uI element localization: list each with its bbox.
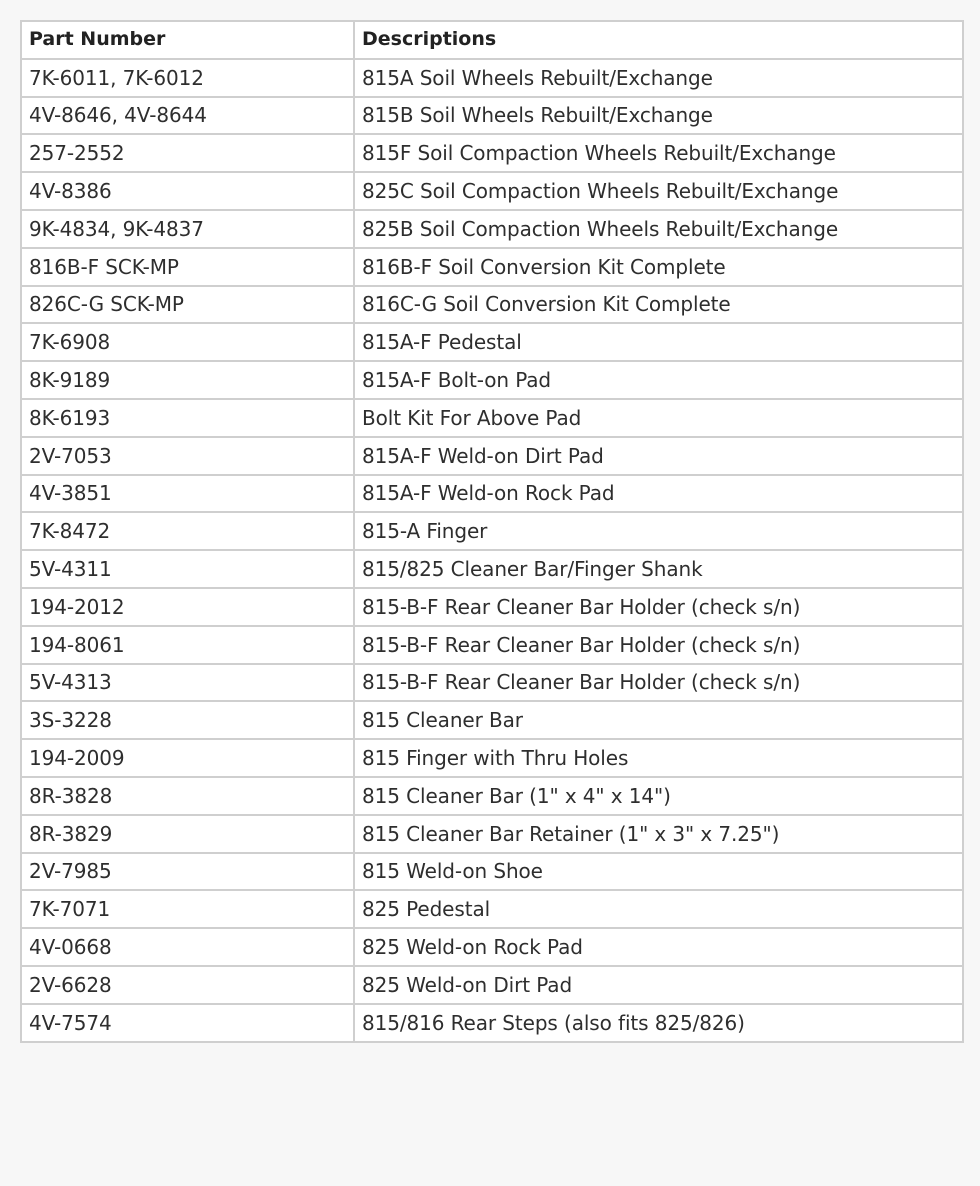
description-cell: 825C Soil Compaction Wheels Rebuilt/Exchange — [354, 172, 963, 210]
table-row — [21, 853, 963, 891]
part-number-cell: 8R-3828 — [21, 777, 354, 815]
table-body — [21, 59, 963, 1042]
part-number-cell: 8R-3829 — [21, 815, 354, 853]
table-row — [21, 59, 963, 97]
part-number-cell: 5V-4313 — [21, 664, 354, 702]
description-cell: 825 Weld-on Rock Pad — [354, 928, 963, 966]
table-header-row — [21, 21, 963, 59]
description-cell: 815-B-F Rear Cleaner Bar Holder (check s/n) — [354, 588, 963, 626]
part-number-cell: 4V-8646, 4V-8644 — [21, 97, 354, 135]
table-row — [21, 437, 963, 475]
description-cell: 816B-F Soil Conversion Kit Complete — [354, 248, 963, 286]
part-number-cell: 826C-G SCK-MP — [21, 286, 354, 324]
description-cell: 815/825 Cleaner Bar/Finger Shank — [354, 550, 963, 588]
part-number-cell: 7K-6011, 7K-6012 — [21, 59, 354, 97]
part-number-cell: 9K-4834, 9K-4837 — [21, 210, 354, 248]
table-row — [21, 210, 963, 248]
description-cell: 815 Cleaner Bar (1" x 4" x 14") — [354, 777, 963, 815]
description-cell: 815 Cleaner Bar Retainer (1" x 3" x 7.25") — [354, 815, 963, 853]
description-cell: 815 Finger with Thru Holes — [354, 739, 963, 777]
part-number-cell: 816B-F SCK-MP — [21, 248, 354, 286]
description-cell: 815A-F Pedestal — [354, 323, 963, 361]
part-number-cell: 194-2009 — [21, 739, 354, 777]
part-number-cell: 4V-7574 — [21, 1004, 354, 1042]
description-cell: 815-B-F Rear Cleaner Bar Holder (check s/n) — [354, 626, 963, 664]
description-cell: 815A-F Weld-on Rock Pad — [354, 475, 963, 513]
part-number-cell: 8K-9189 — [21, 361, 354, 399]
header-descriptions: Descriptions — [354, 21, 963, 59]
description-cell: 815F Soil Compaction Wheels Rebuilt/Exchange — [354, 134, 963, 172]
description-cell: 815B Soil Wheels Rebuilt/Exchange — [354, 97, 963, 135]
table-row — [21, 588, 963, 626]
part-number-cell: 5V-4311 — [21, 550, 354, 588]
table-row — [21, 815, 963, 853]
description-cell: 815A-F Weld-on Dirt Pad — [354, 437, 963, 475]
table-row — [21, 664, 963, 702]
description-cell: 815A-F Bolt-on Pad — [354, 361, 963, 399]
part-number-cell: 257-2552 — [21, 134, 354, 172]
table-row — [21, 777, 963, 815]
table-row — [21, 399, 963, 437]
description-cell: 825B Soil Compaction Wheels Rebuilt/Exchange — [354, 210, 963, 248]
part-number-cell: 4V-0668 — [21, 928, 354, 966]
table-row — [21, 512, 963, 550]
part-number-cell: 2V-7053 — [21, 437, 354, 475]
description-cell: 815 Cleaner Bar — [354, 701, 963, 739]
description-cell: 825 Weld-on Dirt Pad — [354, 966, 963, 1004]
table-row — [21, 248, 963, 286]
part-number-cell: 194-8061 — [21, 626, 354, 664]
header-part-number: Part Number — [21, 21, 354, 59]
part-number-cell: 2V-7985 — [21, 853, 354, 891]
parts-table — [20, 20, 964, 1043]
description-cell: 815 Weld-on Shoe — [354, 853, 963, 891]
parts-table-container — [20, 20, 962, 1043]
part-number-cell: 2V-6628 — [21, 966, 354, 1004]
table-row — [21, 134, 963, 172]
table-row — [21, 966, 963, 1004]
description-cell: Bolt Kit For Above Pad — [354, 399, 963, 437]
table-row — [21, 97, 963, 135]
table-row — [21, 286, 963, 324]
description-cell: 815A Soil Wheels Rebuilt/Exchange — [354, 59, 963, 97]
part-number-cell: 3S-3228 — [21, 701, 354, 739]
table-row — [21, 323, 963, 361]
description-cell: 825 Pedestal — [354, 890, 963, 928]
table-row — [21, 550, 963, 588]
description-cell: 815/816 Rear Steps (also fits 825/826) — [354, 1004, 963, 1042]
description-cell: 815-B-F Rear Cleaner Bar Holder (check s/n) — [354, 664, 963, 702]
part-number-cell: 4V-3851 — [21, 475, 354, 513]
part-number-cell: 7K-7071 — [21, 890, 354, 928]
description-cell: 816C-G Soil Conversion Kit Complete — [354, 286, 963, 324]
table-row — [21, 475, 963, 513]
table-row — [21, 1004, 963, 1042]
part-number-cell: 7K-8472 — [21, 512, 354, 550]
table-row — [21, 361, 963, 399]
part-number-cell: 8K-6193 — [21, 399, 354, 437]
table-row — [21, 626, 963, 664]
part-number-cell: 194-2012 — [21, 588, 354, 626]
part-number-cell: 4V-8386 — [21, 172, 354, 210]
table-row — [21, 701, 963, 739]
table-row — [21, 172, 963, 210]
table-row — [21, 739, 963, 777]
description-cell: 815-A Finger — [354, 512, 963, 550]
table-row — [21, 890, 963, 928]
table-row — [21, 928, 963, 966]
part-number-cell: 7K-6908 — [21, 323, 354, 361]
